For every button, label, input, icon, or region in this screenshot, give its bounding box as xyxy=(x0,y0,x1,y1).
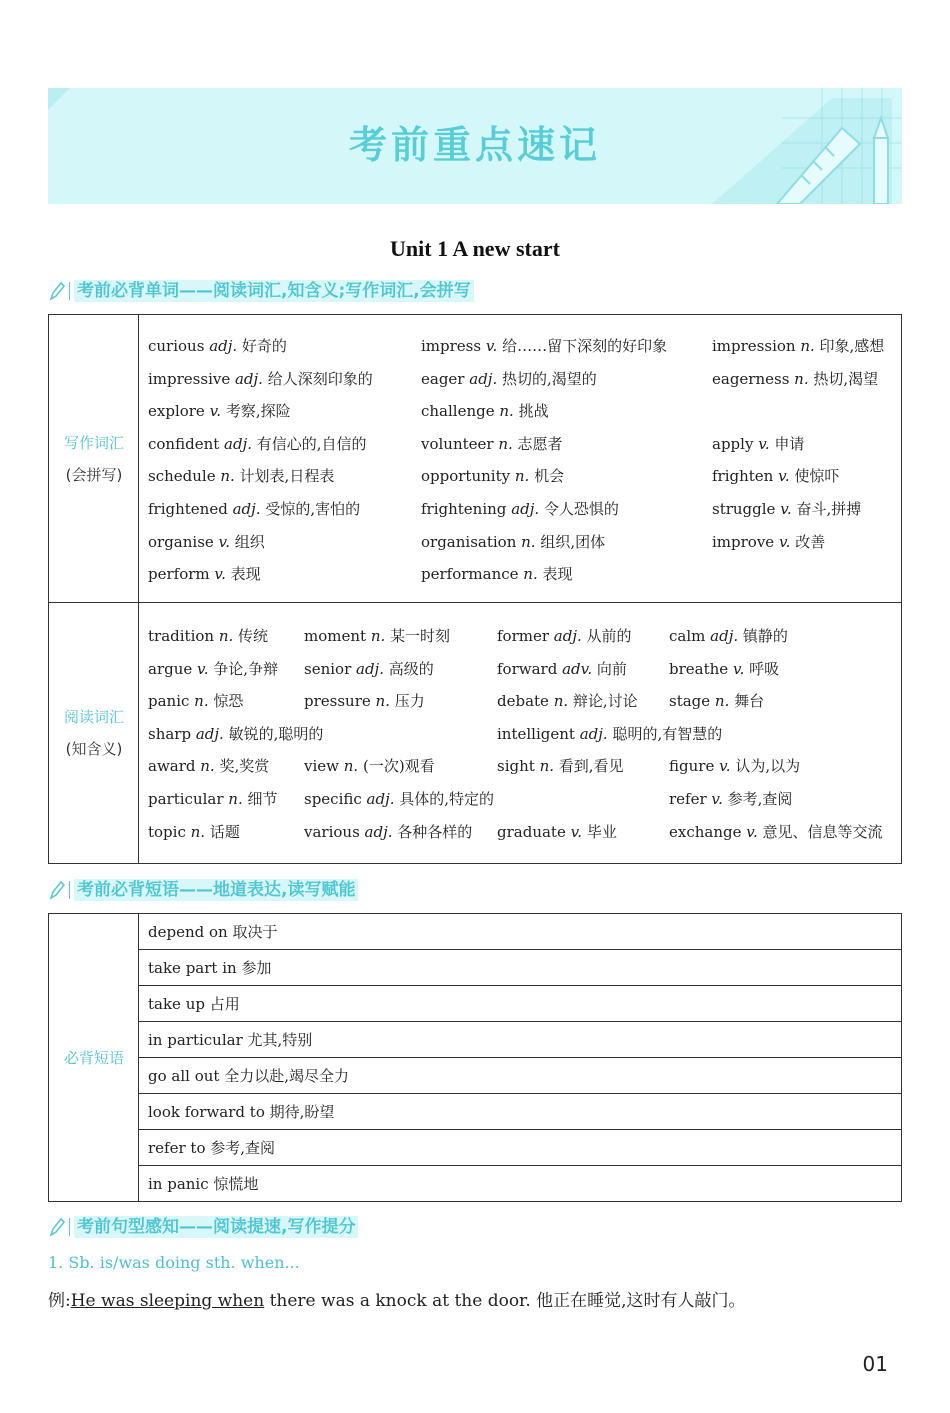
vocab-pos: adj. xyxy=(230,369,268,388)
vocab-entry xyxy=(148,756,269,776)
vocab-pos: v. xyxy=(204,402,226,421)
vocab-pos: adj. xyxy=(191,724,229,743)
vocab-meaning: 热切,渴望 xyxy=(813,369,879,388)
writing-label-text: 写作词汇 xyxy=(63,434,124,452)
banner-title: 考前重点速记 xyxy=(348,123,601,167)
vocab-pos: adv. xyxy=(557,659,597,678)
vocab-word: specific xyxy=(304,790,362,808)
vocab-pos: n. xyxy=(366,627,391,645)
reading-vocab-label xyxy=(49,701,139,765)
vocab-word: impression xyxy=(712,337,796,355)
vocab-word: breathe xyxy=(669,659,729,678)
vocab-meaning: 表现 xyxy=(542,565,573,584)
vocab-pos: v. xyxy=(774,532,796,551)
vocab-word: improve xyxy=(712,532,775,551)
vocab-meaning: 热切的,渴望的 xyxy=(501,369,597,388)
vocab-word: particular xyxy=(148,790,224,808)
unit-title: Unit 1 A new start xyxy=(390,236,560,261)
vocab-pos: v. xyxy=(741,822,763,841)
vocab-pos: v. xyxy=(706,790,728,808)
vocab-word: curious xyxy=(148,337,205,355)
vocab-pos: n. xyxy=(789,369,814,388)
vocab-meaning: 各种各样的 xyxy=(397,822,473,841)
vocab-pos: adj. xyxy=(359,822,398,841)
vocab-meaning: 镇静的 xyxy=(742,627,788,645)
heading-divider xyxy=(69,1218,70,1236)
vocab-word: exchange xyxy=(669,822,742,841)
vocab-meaning: 向前 xyxy=(596,659,627,678)
vocab-word: impress xyxy=(421,337,482,355)
vocab-entry xyxy=(421,434,563,454)
vocab-word: intelligent xyxy=(497,724,575,743)
vocab-entry xyxy=(712,532,825,552)
vocab-meaning: 令人恐惧的 xyxy=(543,500,619,518)
heading-divider xyxy=(69,881,70,899)
vocab-meaning: 计划表,日程表 xyxy=(239,467,335,486)
vocab-pos: n. xyxy=(548,692,573,711)
vocab-meaning: 压力 xyxy=(394,692,425,711)
vocab-pos: n. xyxy=(493,434,518,453)
vocab-meaning: 聪明的,有智慧的 xyxy=(612,724,723,743)
vocab-word: former xyxy=(497,627,550,645)
vocab-word: various xyxy=(304,822,360,841)
vocab-word: explore xyxy=(148,402,205,421)
vocab-pos: n. xyxy=(795,337,820,355)
phrase-label-text: 必背短语 xyxy=(63,1049,124,1067)
vocab-word: frightening xyxy=(421,500,507,518)
vocab-entry xyxy=(669,756,800,776)
vocab-meaning: 敏锐的,聪明的 xyxy=(228,724,324,743)
vocab-word: senior xyxy=(304,659,352,678)
vocab-entry xyxy=(148,822,240,842)
vocab-pos: adj. xyxy=(351,659,389,678)
vocab-meaning: 看到,看见 xyxy=(558,757,624,776)
vocab-word: opportunity xyxy=(421,467,511,486)
vocab-word: moment xyxy=(304,627,367,645)
vocab-pos: n. xyxy=(185,822,210,841)
vocab-meaning: 参考,查阅 xyxy=(727,790,793,808)
vocab-entry xyxy=(148,466,334,486)
vocab-word: struggle xyxy=(712,500,776,518)
vocab-word: debate xyxy=(497,692,549,711)
vocab-word: organise xyxy=(148,532,214,551)
vocab-pos: adj. xyxy=(506,500,544,518)
vocab-pos: v. xyxy=(481,337,503,355)
vocab-word: frightened xyxy=(148,500,228,518)
vocab-pos: n. xyxy=(215,467,240,486)
vocab-entry xyxy=(304,626,450,646)
vocab-word: panic xyxy=(148,692,190,711)
vocab-meaning: 毕业 xyxy=(586,822,617,841)
vocab-pos: n. xyxy=(195,757,220,776)
vocab-entry xyxy=(304,659,434,679)
vocab-pos: v. xyxy=(753,434,775,453)
vocab-meaning: 细节 xyxy=(247,790,278,808)
section-heading-words xyxy=(48,279,474,303)
vocab-pos: n. xyxy=(710,692,735,711)
vocab-pos: n. xyxy=(189,692,214,711)
vocab-meaning: 从前的 xyxy=(586,627,632,645)
vocab-word: stage xyxy=(669,692,711,711)
vocab-meaning: 挑战 xyxy=(518,402,549,421)
page-number: 01 xyxy=(862,1352,888,1376)
vocab-word: view xyxy=(304,757,339,776)
vocab-entry xyxy=(497,822,617,842)
vocab-meaning: 争论,争辩 xyxy=(213,659,279,678)
vocab-word: tradition xyxy=(148,627,215,645)
vocab-entry xyxy=(712,466,839,486)
phrase-table xyxy=(48,913,902,1202)
vocab-meaning: 给人深刻印象的 xyxy=(267,369,373,388)
vocab-pos: v. xyxy=(565,822,587,841)
vocab-word: challenge xyxy=(421,402,495,421)
vocab-entry xyxy=(148,691,243,711)
ruler-pencil-icon xyxy=(682,88,902,204)
vocab-entry xyxy=(304,822,472,842)
pencil-icon xyxy=(48,879,66,901)
vocab-word: award xyxy=(148,757,196,776)
example-rest: there was a knock at the door. 他正在睡觉,这时有人敲门。 xyxy=(264,1291,746,1311)
vocab-pos: n. xyxy=(516,532,541,551)
vocab-word: eagerness xyxy=(712,369,790,388)
section-heading-label: 考前必背短语——地道表达,读写赋能 xyxy=(74,879,358,901)
vocab-entry xyxy=(304,691,425,711)
vocab-meaning: 印象,感想 xyxy=(819,337,885,355)
vocab-pos: v. xyxy=(209,565,231,584)
vocab-entry xyxy=(669,626,788,646)
vocab-entry xyxy=(497,691,638,711)
vocab-meaning: 表现 xyxy=(230,565,261,584)
vocab-meaning: 意见、信息等交流 xyxy=(762,822,883,841)
vocab-meaning: 申请 xyxy=(774,434,805,453)
example-underlined: He was sleeping when xyxy=(70,1291,265,1311)
vocab-word: eager xyxy=(421,369,465,388)
vocab-entry xyxy=(669,691,764,711)
vocab-word: sharp xyxy=(148,724,192,743)
vocab-entry xyxy=(148,659,278,679)
vocab-meaning: 使惊吓 xyxy=(794,467,840,486)
phrase-row: depend on 取决于 xyxy=(139,914,901,950)
vocab-entry xyxy=(148,369,373,389)
vocab-word: impressive xyxy=(148,369,231,388)
vocab-word: pressure xyxy=(304,692,371,711)
vocab-entry xyxy=(421,564,573,584)
vocab-entry xyxy=(497,659,627,679)
vocab-meaning: 惊恐 xyxy=(213,692,244,711)
section-heading-label: 考前句型感知——阅读提速,写作提分 xyxy=(74,1216,358,1238)
vocab-word: volunteer xyxy=(421,434,494,453)
vocab-pos: adj. xyxy=(549,627,587,645)
vocab-pos: n. xyxy=(370,692,395,711)
phrase-label xyxy=(49,1042,139,1074)
vocab-meaning: (一次)观看 xyxy=(362,757,435,776)
vocab-meaning: 改善 xyxy=(795,532,826,551)
vocab-word: performance xyxy=(421,565,519,584)
vocab-entry xyxy=(712,369,878,389)
vocab-meaning: 机会 xyxy=(534,467,565,486)
vocab-word: apply xyxy=(712,434,754,453)
vocab-pos: adj. xyxy=(204,337,242,355)
vocab-word: organisation xyxy=(421,532,517,551)
vocab-entry xyxy=(669,789,792,809)
vocab-entry xyxy=(148,532,265,552)
vocab-meaning: 奖,奖赏 xyxy=(219,757,270,776)
vocab-pos: adj. xyxy=(361,790,400,808)
vocab-pos: n. xyxy=(339,757,363,776)
vocab-pos: adj. xyxy=(464,369,502,388)
vocab-word: topic xyxy=(148,822,186,841)
phrase-row: go all out 全力以赴,竭尽全力 xyxy=(139,1058,901,1094)
column-divider xyxy=(138,315,139,863)
vocab-meaning: 组织,团体 xyxy=(540,532,606,551)
phrase-row: take part in 参加 xyxy=(139,950,901,986)
vocab-entry xyxy=(148,724,323,744)
vocab-entry xyxy=(148,564,261,584)
vocab-entry xyxy=(497,724,722,744)
vocab-meaning: 考察,探险 xyxy=(225,402,291,421)
banner-fold xyxy=(48,88,70,110)
vocab-pos: v. xyxy=(773,467,795,486)
vocab-meaning: 具体的,特定的 xyxy=(399,790,495,808)
vocab-pos: v. xyxy=(714,757,736,776)
vocab-entry xyxy=(712,499,861,519)
vocab-pos: v. xyxy=(728,659,750,678)
vocab-pos: adj. xyxy=(227,500,266,518)
vocab-word: graduate xyxy=(497,822,566,841)
vocab-word: confident xyxy=(148,434,220,453)
vocab-entry xyxy=(421,466,564,486)
pencil-icon xyxy=(48,280,66,302)
vocab-pos: n. xyxy=(510,467,535,486)
vocab-word: perform xyxy=(148,565,210,584)
vocab-entry xyxy=(148,499,360,519)
vocab-pos: adj. xyxy=(574,724,613,743)
vocab-entry xyxy=(148,434,367,454)
section-heading-phrases xyxy=(48,878,358,902)
vocab-entry xyxy=(497,626,632,646)
vocab-word: forward xyxy=(497,659,558,678)
vocab-entry xyxy=(421,336,667,356)
heading-divider xyxy=(69,282,70,300)
vocab-pos: n. xyxy=(214,627,239,645)
section-heading-label: 考前必背单词——阅读词汇,知含义;写作词汇,会拼写 xyxy=(74,280,474,302)
vocab-entry xyxy=(148,789,278,809)
vocab-pos: n. xyxy=(494,402,519,421)
vocab-pos: v. xyxy=(213,532,235,551)
vocab-meaning: 呼吸 xyxy=(749,659,780,678)
vocab-entry xyxy=(712,434,804,454)
vocab-pos: v. xyxy=(775,500,797,518)
vocab-pos: v. xyxy=(192,659,214,678)
vocab-word: figure xyxy=(669,757,715,776)
vocab-meaning: 高级的 xyxy=(388,659,434,678)
vocab-word: calm xyxy=(669,627,706,645)
writing-vocab-label xyxy=(49,427,139,491)
vocab-pos: n. xyxy=(534,757,559,776)
reading-label-text: 阅读词汇 xyxy=(63,708,124,726)
vocab-meaning: 奋斗,拼搏 xyxy=(796,500,862,518)
vocab-entry xyxy=(669,659,779,679)
vocab-entry xyxy=(304,789,494,809)
vocab-meaning: 某一时刻 xyxy=(390,627,451,645)
vocab-meaning: 受惊的,害怕的 xyxy=(265,500,361,518)
phrase-row: take up 占用 xyxy=(139,986,901,1022)
row-divider xyxy=(49,602,901,603)
vocab-entry xyxy=(148,336,287,356)
section-heading-sentences xyxy=(48,1215,358,1239)
vocab-meaning: 认为,以为 xyxy=(735,757,801,776)
vocab-word: frighten xyxy=(712,467,774,486)
vocab-meaning: 好奇的 xyxy=(241,337,287,355)
vocab-meaning: 给……留下深刻的好印象 xyxy=(502,337,668,355)
example-sentence xyxy=(48,1286,746,1311)
reading-sublabel-text: (知含义) xyxy=(65,740,123,758)
vocab-entry xyxy=(421,369,597,389)
vocab-word: sight xyxy=(497,757,535,776)
vocab-word: refer xyxy=(669,790,707,808)
vocab-entry xyxy=(497,756,624,776)
phrase-row: in panic 惊慌地 xyxy=(148,1175,259,1193)
pencil-icon xyxy=(48,1216,66,1238)
vocabulary-table xyxy=(48,314,902,864)
phrase-row: look forward to 期待,盼望 xyxy=(139,1094,901,1130)
title-banner xyxy=(48,88,902,204)
example-prefix: 例: xyxy=(48,1291,71,1311)
vocab-meaning: 组织 xyxy=(234,532,265,551)
vocab-meaning: 传统 xyxy=(238,627,269,645)
writing-sublabel-text: (会拼写) xyxy=(65,466,123,484)
vocab-pos: n. xyxy=(223,790,248,808)
vocab-pos: adj. xyxy=(219,434,257,453)
vocab-pos: adj. xyxy=(705,627,743,645)
vocab-meaning: 志愿者 xyxy=(517,434,563,453)
phrase-row: in particular 尤其,特别 xyxy=(139,1022,901,1058)
vocab-entry xyxy=(421,401,549,421)
vocab-meaning: 舞台 xyxy=(734,692,765,711)
vocab-word: schedule xyxy=(148,467,216,486)
vocab-entry xyxy=(421,532,605,552)
phrase-row: refer to 参考,查阅 xyxy=(139,1130,901,1166)
vocab-meaning: 有信心的,自信的 xyxy=(256,434,367,453)
vocab-pos: n. xyxy=(518,565,543,584)
vocab-entry xyxy=(304,756,435,776)
vocab-meaning: 辩论,讨论 xyxy=(572,692,638,711)
vocab-entry xyxy=(712,336,884,356)
vocab-entry xyxy=(148,626,268,646)
vocab-entry xyxy=(421,499,619,519)
vocab-entry xyxy=(669,822,883,842)
vocab-word: argue xyxy=(148,659,193,678)
vocab-meaning: 话题 xyxy=(209,822,240,841)
vocab-entry xyxy=(148,401,291,421)
sentence-pattern: 1. Sb. is/was doing sth. when... xyxy=(48,1253,300,1272)
